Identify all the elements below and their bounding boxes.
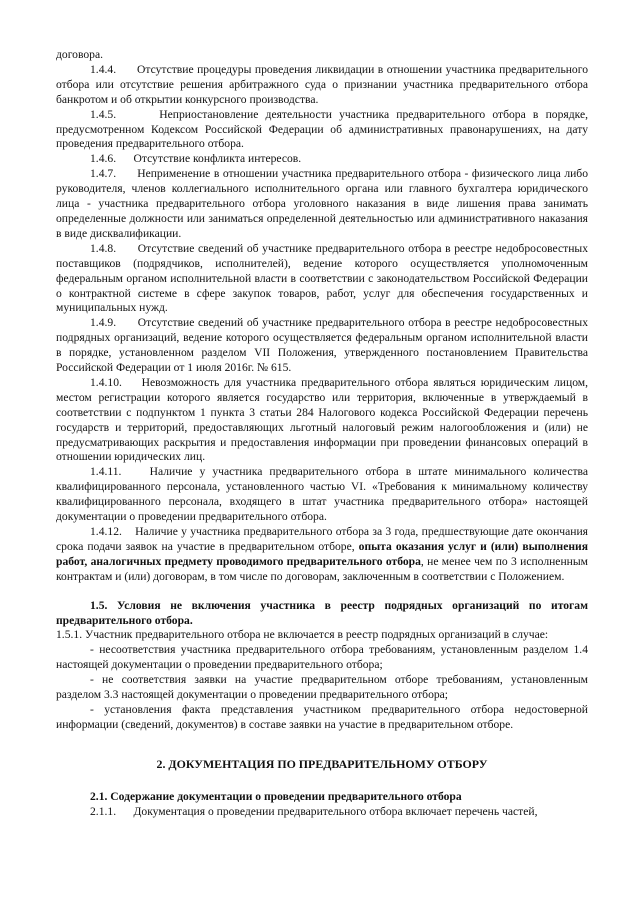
clause-bold-text: опыта оказания услуг и (или) выполнения работ, аналогичных предмету проводимого предварительного отбора xyxy=(56,539,589,568)
clause-text: Неприменение в отношении участника предварительного отбора - физического лица либо руководителя, членов коллегиального исполнительного органа или главного бухгалтера юридического лица - участника предварительного отбора уголовного наказания в виде лишения права занимать определенные должности или заниматься определенной деятельностью или административного наказания в виде дисквалификации. xyxy=(56,167,589,240)
clause-text: Отсутствие сведений об участнике предварительного отбора в реестре недобросовестных подрядных организаций, ведение которого осуществляется федеральным органом исполнительной власти в порядке, установленном разделом VII Положения, утвержденного постановлением Правительства Российской Федерации от 1 июля 2016г. № 615. xyxy=(56,316,588,375)
clause-1-4-5 xyxy=(56,108,588,153)
clause-1-4-8 xyxy=(56,242,588,317)
clause-text: Невозможность для участника предварительного отбора являться юридическим лицом, местом регистрации которого является государство или территория, включенные в утверждаемый в соответствии с подпунктом 1 пункта 3 статьи 284 Налогового кодекса Российской Федерации перечень государств и территорий, предоставляющих льготный налоговый режим налогообложения и (или) не предусматривающих раскрытия и предоставления информации при проведении финансовых операций в отношении юридических лиц. xyxy=(56,375,589,464)
clause-number: 1.4.11. xyxy=(90,465,122,479)
clause-text: Отсутствие конфликта интересов. xyxy=(133,152,302,166)
clause-1-4-9 xyxy=(56,316,588,376)
clause-number: 1.4.6. xyxy=(90,152,117,166)
clause-number: 2.1.1. xyxy=(90,804,117,818)
clause-number: 1.4.12. xyxy=(90,525,122,538)
exclusion-bullet: - несоответствия участника предварительного отбора требованиям, установленным разделом 1.4 настоящей документации о проведении предварительного отбора; xyxy=(56,643,588,672)
clause-2-1-1 xyxy=(56,805,588,820)
clause-1-5-1: 1.5.1. Участник предварительного отбора не включается в реестр подрядных организаций в случае: xyxy=(56,628,549,642)
clause-number: 1.4.10. xyxy=(90,375,122,389)
clause-1-4-11 xyxy=(56,465,588,525)
exclusion-bullet: - не соответствия заявки на участие предварительном отборе требованиям, установленным разделом 3.3 настоящей документации о проведении предварительного отбора; xyxy=(56,673,588,702)
clause-1-4-7 xyxy=(56,167,588,242)
clause-text: Наличие у участника предварительного отбора в штате минимального количества квалифицированного персонала, установленного частью VI. «Требования к минимальному количеству квалифицированного персонала, входящего в штат участника предварительного отбора» настоящей документации о проведении предварительного отбора. xyxy=(56,465,588,524)
clause-number: 1.4.4. xyxy=(90,62,117,76)
clause-text: Наличие у участника предварительного отбора за 3 года, предшествующие дате окончания срока подачи заявок на участие в предварительном отборе, xyxy=(56,525,589,553)
clause-text: Отсутствие процедуры проведения ликвидации в отношении участника предварительного отбора или отсутствие решения арбитражного суда о признании участника предварительного отбора банкротом и об открытии конкурсного производства. xyxy=(56,62,588,106)
clause-number: 1.4.9. xyxy=(90,316,117,330)
clause-number: 1.4.5. xyxy=(90,107,117,121)
section-2-heading: 2. ДОКУМЕНТАЦИЯ ПО ПРЕДВАРИТЕЛЬНОМУ ОТБОРУ xyxy=(156,756,488,771)
clause-1-4-6 xyxy=(56,152,588,167)
clause-text: Неприостановление деятельности участника предварительного отбора в порядке, предусмотренном Кодексом Российской Федерации об административных правонарушениях, на дату проведения предварительного отбора. xyxy=(56,107,589,151)
clause-1-4-4 xyxy=(56,63,588,108)
clause-number: 1.4.7. xyxy=(90,167,117,181)
clause-1-4-12 xyxy=(56,525,588,585)
continuation-line: договора. xyxy=(56,48,103,61)
clause-text: Отсутствие сведений об участнике предварительного отбора в реестре недобросовестных поставщиков (подрядчиков, исполнителей), ведение которого осуществляется уполномоченным федеральным органом исполнительной власти в соответствии с законодательством Российской Федерации о контрактной системе в сфере закупок товаров, работ, услуг для обеспечения государственных и муниципальных нужд. xyxy=(56,241,588,315)
exclusion-bullet: - установления факта представления участником предварительного отбора недостоверной информации (сведений, документов) в составе заявки на участие в предварительном отборе. xyxy=(56,702,588,731)
section-1-5-heading: 1.5. Условия не включения участника в реестр подрядных организаций по итогам предварительного отбора. xyxy=(56,598,588,627)
clause-1-4-10 xyxy=(56,376,588,465)
section-2-1-heading: 2.1. Содержание документации о проведении предварительного отбора xyxy=(90,789,462,803)
clause-number: 1.4.8. xyxy=(90,241,117,255)
clause-text: Документация о проведении предварительного отбора включает перечень частей, xyxy=(133,804,538,818)
clause-text-end: , не менее чем по 3 исполненным контрактам и (или) договорам, в том числе по договорам, заключенным в соответствии с Положением. xyxy=(56,554,588,583)
